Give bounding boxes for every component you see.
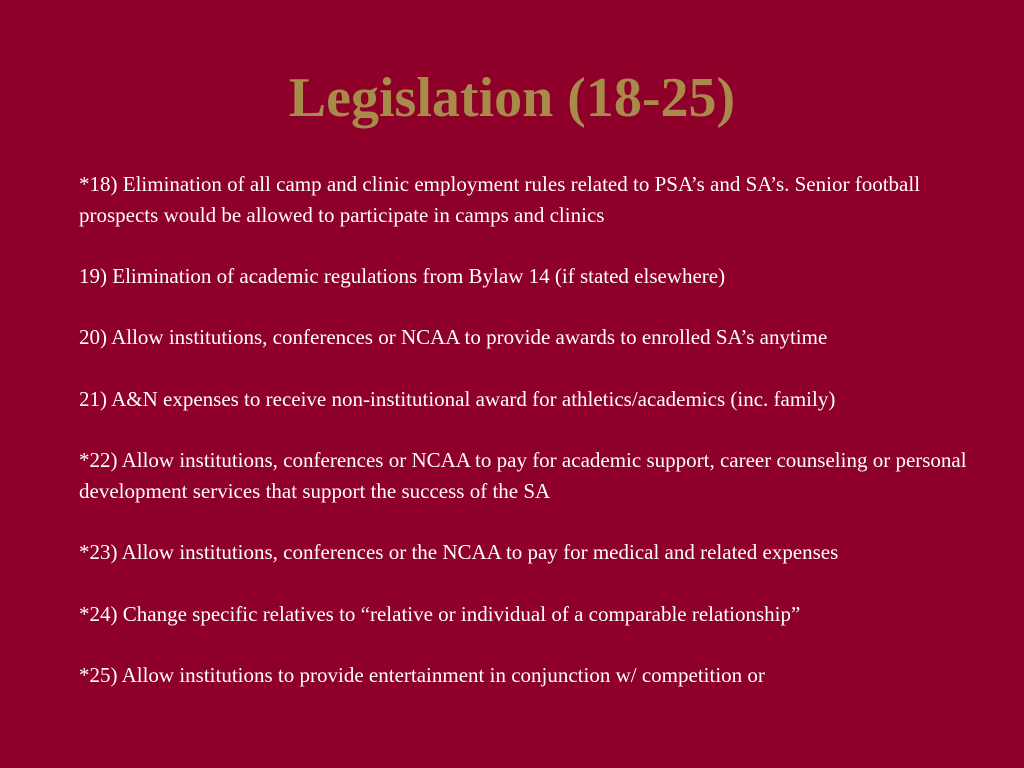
legislation-item-20: 20) Allow institutions, conferences or NCAA to provide awards to enrolled SA’s anytime xyxy=(79,325,828,350)
legislation-list xyxy=(79,169,979,722)
slide-title: Legislation (18-25) xyxy=(288,67,736,129)
legislation-item-19: 19) Elimination of academic regulations from Bylaw 14 (if stated elsewhere) xyxy=(79,264,726,289)
legislation-item-21: 21) A&N expenses to receive non-institutional award for athletics/academics (inc. family) xyxy=(79,386,836,411)
legislation-item-24: *24) Change specific relatives to “relative or individual of a comparable relationship” xyxy=(79,601,801,626)
legislation-item-22: *22) Allow institutions, conferences or NCAA to pay for academic support, career counseling or personal development services that support the success of the SA xyxy=(79,448,967,503)
legislation-item-23: *23) Allow institutions, conferences or the NCAA to pay for medical and related expenses xyxy=(79,540,839,565)
legislation-item-25: *25) Allow institutions to provide entertainment in conjunction w/ competition or xyxy=(79,663,765,688)
legislation-item-18: *18) Elimination of all camp and clinic employment rules related to PSA’s and SA’s. Senior football prospects would be allowed to participate in camps and clinics xyxy=(79,172,921,227)
